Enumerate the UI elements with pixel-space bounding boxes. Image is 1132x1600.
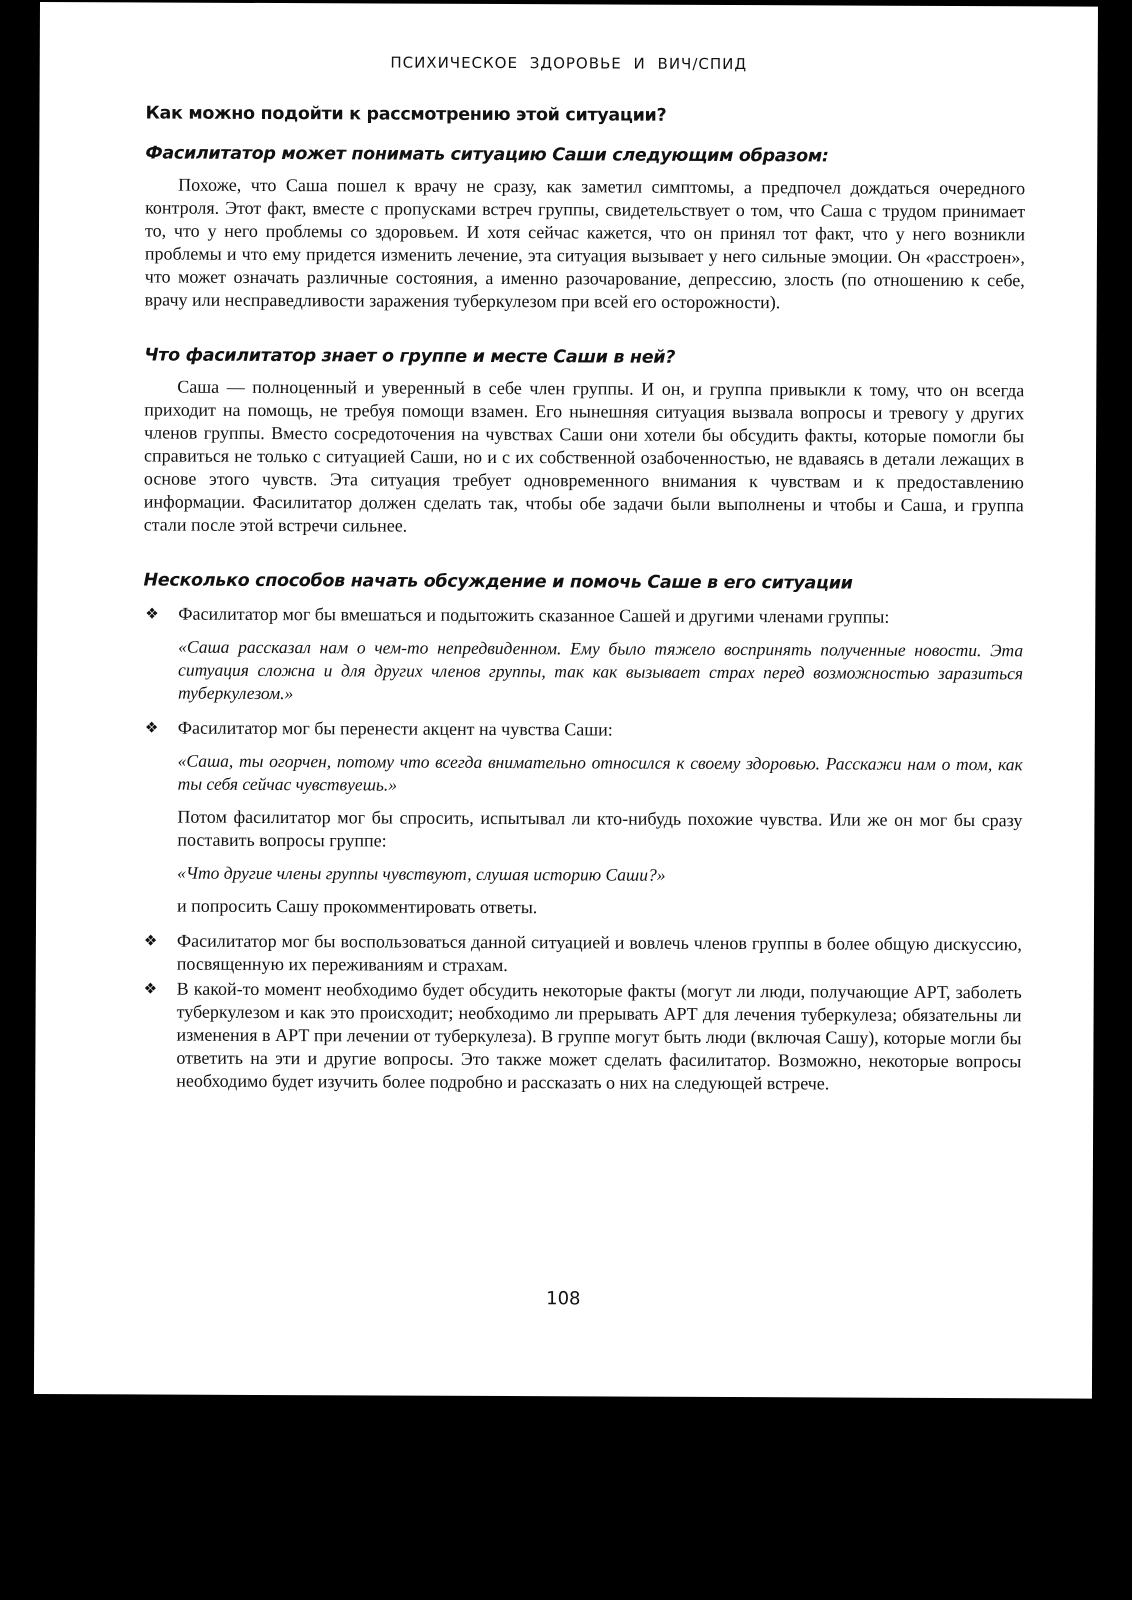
list-item — [142, 929, 1022, 979]
diamond-bullet-icon: ❖ — [144, 718, 159, 737]
quote-text: «Что другие члены группы чувствуют, слушая историю Саши?» — [177, 862, 666, 885]
quote-text: «Саша, ты огорчен, потому что всегда внимательно относился к своему здоровью. Расскажи нам о том, как ты себя сейчас чувствуешь.» — [177, 750, 1023, 795]
diamond-bullet-icon: ❖ — [145, 604, 159, 623]
list-item — [141, 977, 1021, 1096]
follow-text: Потом фасилитатор мог бы спросить, испытывал ли кто-нибудь похожие чувства. Или же он мог бы сразу поставить вопросы группе: — [177, 806, 1023, 851]
main-heading: Как можно подойти к рассмотрению этой ситуации? — [145, 103, 667, 126]
running-head: ПСИХИЧЕСКОЕ ЗДОРОВЬЕ И ВИЧ/СПИД — [390, 53, 748, 74]
follow-text: и попросить Сашу прокомментировать ответы. — [177, 895, 538, 918]
diamond-bullet-icon: ❖ — [143, 931, 158, 950]
section-heading-group: Что фасилитатор знает о группе и месте Саши в ней? — [144, 345, 676, 368]
list-item-text: Фасилитатор мог бы вмешаться и подытожить сказанное Сашей и другими членами группы: — [178, 603, 890, 627]
paragraph-understanding: Похоже, что Саша пошел к врачу не сразу, как заметил симптомы, а предпочел дождаться очередного контроля. Этот факт, вместе с пропусками встреч группы, свидетельствует о том, что Саша с трудом принимает то, что у него проблемы со здоровьем. И хотя сейчас кажется, что он принял тот факт, что у него возникли проблемы и что ему придется изменить лечение, эта ситуация вызывает у него сильные эмоции. Он «расстроен», что может означать различные состояния, а именно разочарование, депрессию, злость (по отношению к себе, врачу или несправедливости заражения туберкулезом при всей его осторожности). — [144, 174, 1026, 313]
page-content — [141, 103, 1025, 1096]
diamond-bullet-icon: ❖ — [143, 979, 158, 998]
list-item-text: В какой-то момент необходимо будет обсудить некоторые факты (могут ли люди, получающие АРТ, заболеть туберкулезом и как это происходит; необходимо ли прерывать АРТ для лечения туберкулеза; обязательны ли изменения в АРТ при лечении от туберкулеза). В группе могут быть люди (включая Сашу), которые могли бы ответить на эти и другие вопросы. Это также может сделать фасилитатор. Возможно, некоторые вопросы необходимо будет изучить более подробно и рассказать о них на следующей встрече. — [176, 978, 1022, 1094]
list-item — [142, 716, 1023, 921]
list-item-text: Фасилитатор мог бы перенести акцент на чувства Саши: — [177, 717, 613, 740]
list-item-text: Фасилитатор мог бы воспользоваться данной ситуацией и вовлечь членов группы в более общую дискуссию, посвященную их переживаниям и страхам. — [176, 930, 1022, 976]
approaches-list — [141, 602, 1023, 1096]
section-heading-understanding: Фасилитатор может понимать ситуацию Саши следующим образом: — [145, 143, 829, 167]
page-number: 108 — [546, 1288, 581, 1310]
section-heading-approaches: Несколько способов начать обсуждение и помочь Саше в его ситуации — [143, 570, 853, 594]
document-page — [34, 2, 1098, 1399]
paragraph-group: Саша — полноценный и уверенный в себе член группы. И он, и группа привыкли к тому, что он всегда приходит на помощь, не требуя помощи взамен. Его нынешняя ситуация вызвала вопросы и тревогу у других членов группы. Вместо сосредоточения на чувствах Саши они хотели бы обсудить факты, которые помогли бы справиться не только с ситуацией Саши, но и с их собственной озабоченностью, не вдаваясь в детали лежащих в основе этого чувств. Эта ситуация требует одновременного внимания к чувствам и к предоставлению информации. Фасилитатор должен сделать так, чтобы обе задачи были выполнены и чтобы и Саша, и группа стали после этой встречи сильнее. — [143, 376, 1025, 536]
list-item — [143, 602, 1023, 708]
quote-text: «Саша рассказал нам о чем-то непредвиденном. Ему было тяжело воспринять полученные новости. Эта ситуация сложна и для других членов группы, так как вызывает страх перед возможностью заразиться туберкулезом.» — [177, 636, 1024, 704]
